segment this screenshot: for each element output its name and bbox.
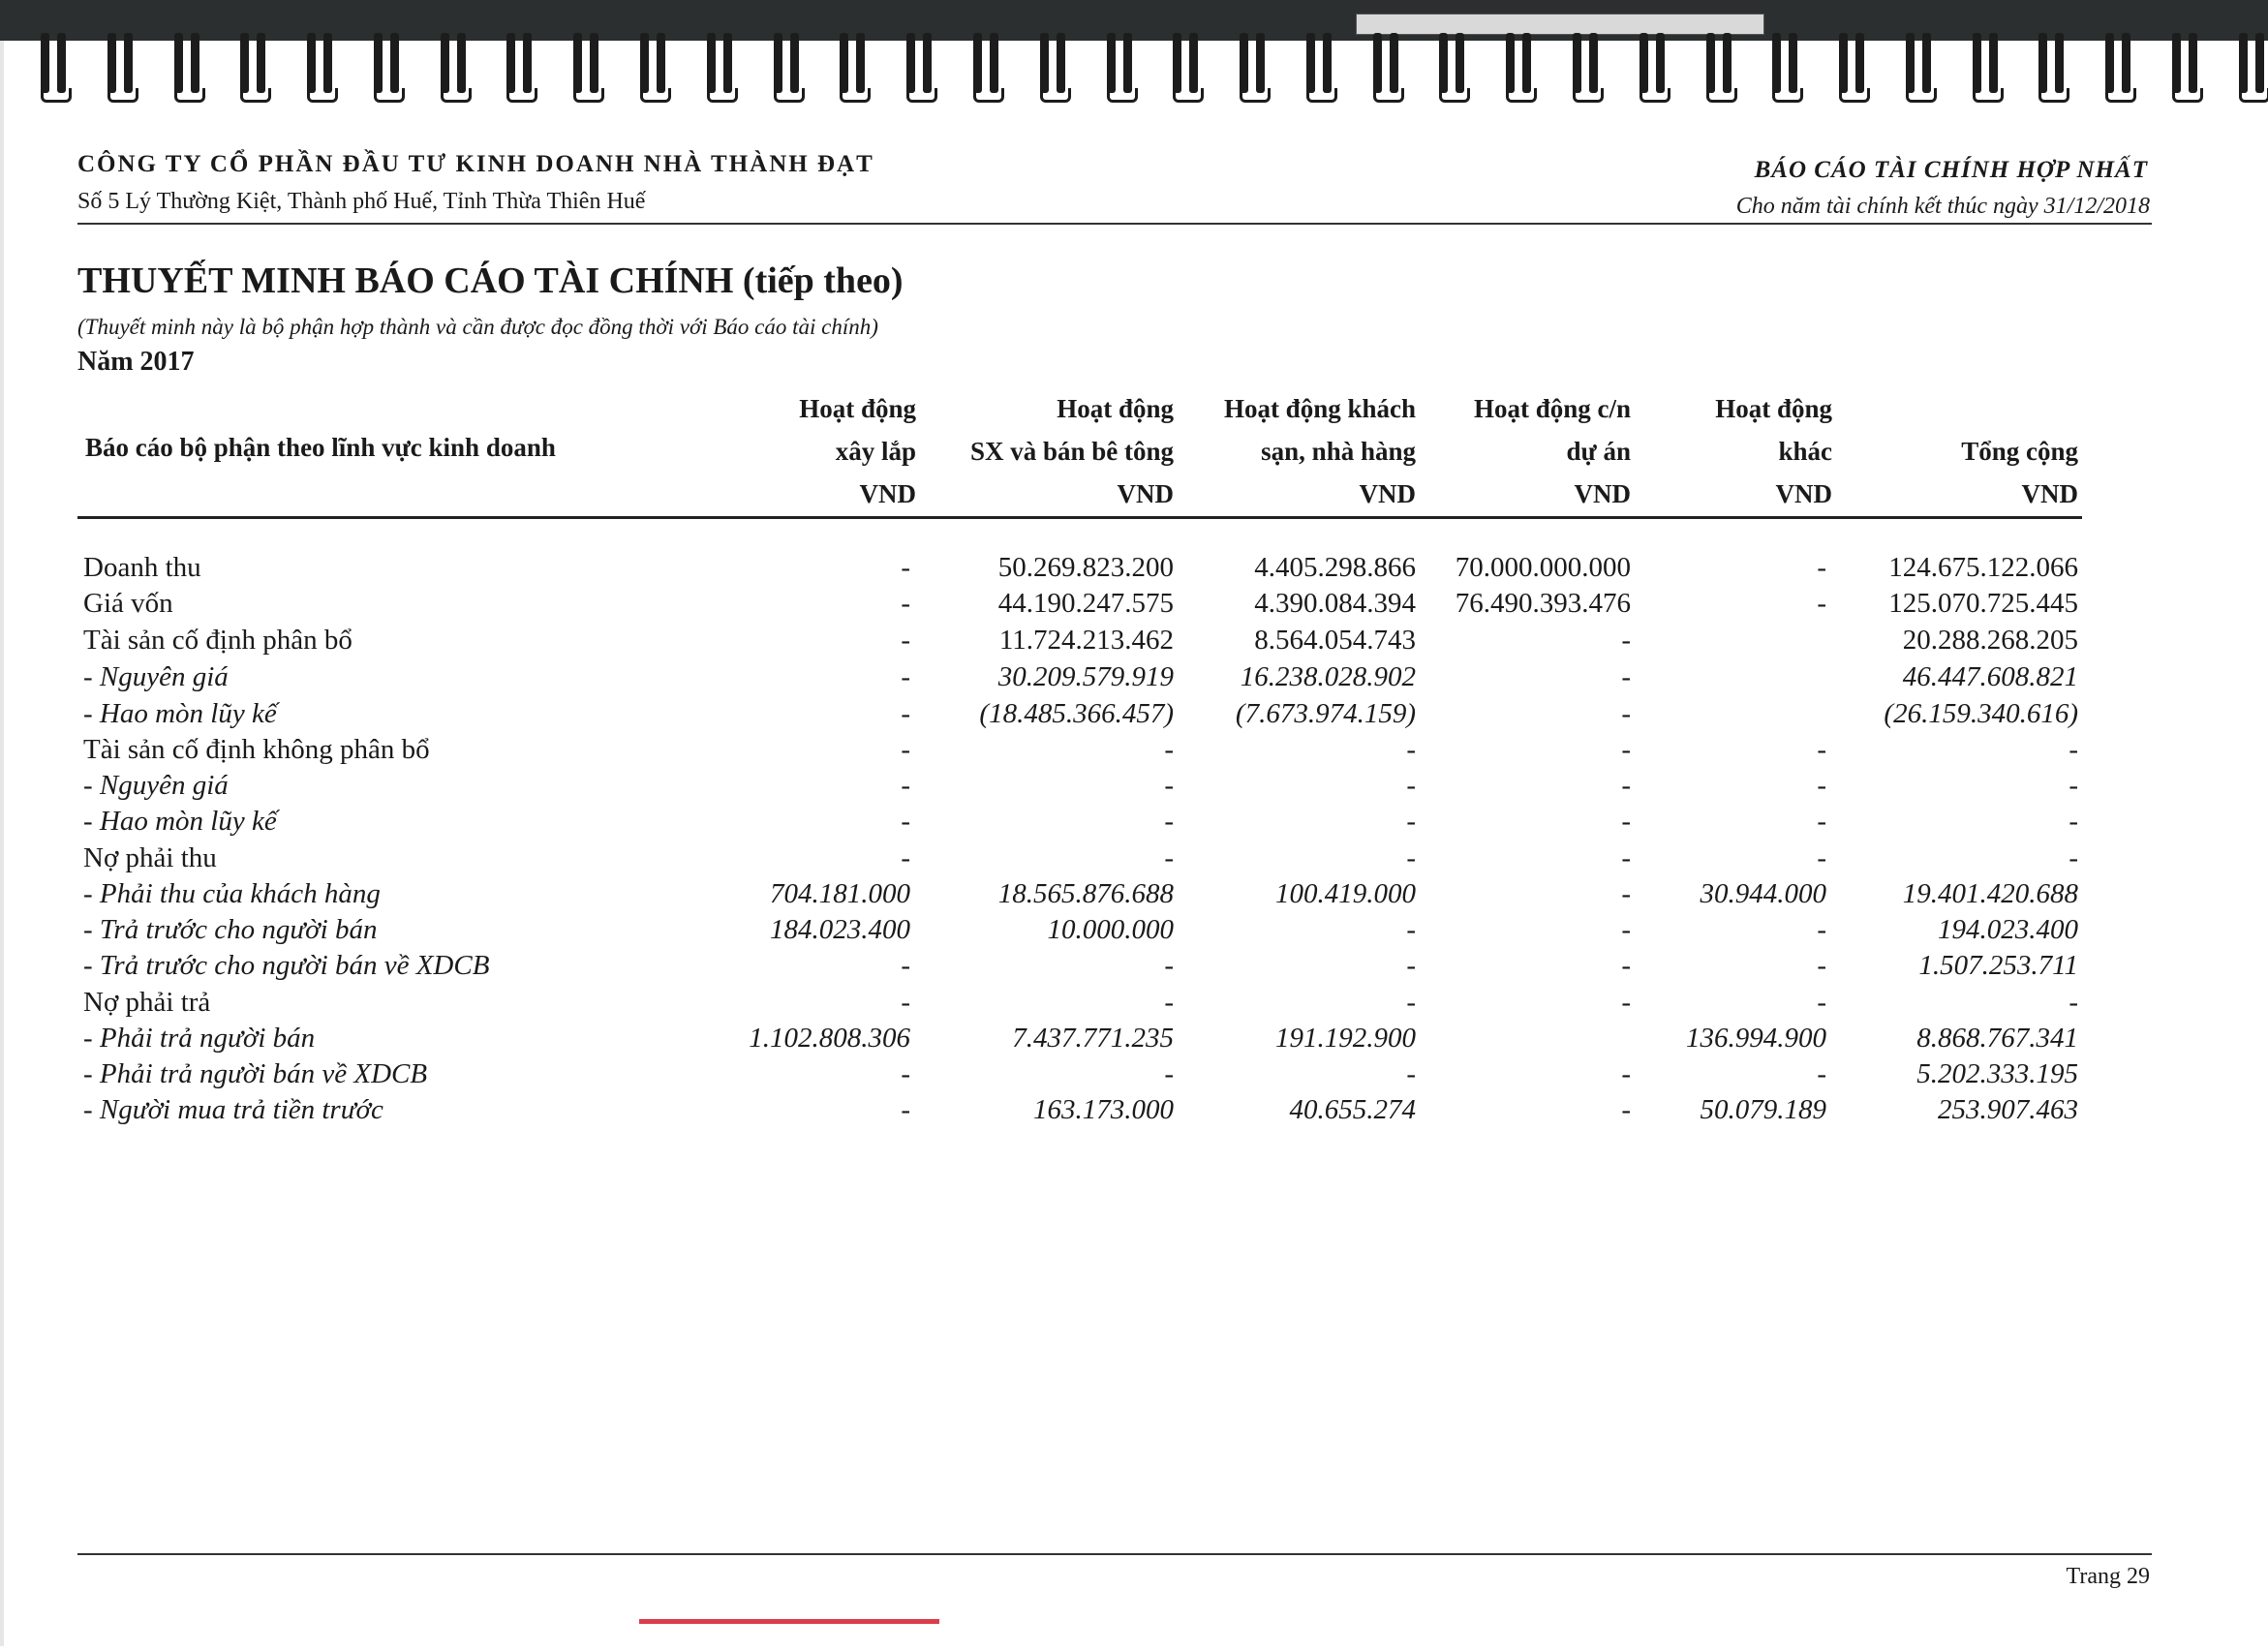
column-header-line2: sạn, nhà hàng xyxy=(1261,437,1416,466)
table-cell: - xyxy=(1817,950,1826,981)
company-address: Số 5 Lý Thường Kiệt, Thành phố Huế, Tỉnh Thừa Thiên Huế xyxy=(77,189,646,214)
table-cell: - xyxy=(1817,806,1826,837)
row-label: Tài sản cố định phân bổ xyxy=(83,625,352,656)
table-cell: (7.673.974.159) xyxy=(1235,698,1416,729)
page-subtitle: (Thuyết minh này là bộ phận hợp thành và cần được đọc đồng thời với Báo cáo tài chính) xyxy=(77,315,878,339)
table-row xyxy=(0,878,2268,915)
table-cell: - xyxy=(1406,1058,1416,1089)
table-cell: - xyxy=(2069,770,2078,801)
table-cell: 125.070.725.445 xyxy=(1888,588,2078,619)
red-stamp-fragment xyxy=(639,1619,939,1651)
table-cell: - xyxy=(901,625,910,656)
table-cell: - xyxy=(2069,987,2078,1018)
binding-ring xyxy=(1770,29,1799,105)
table-cell: - xyxy=(901,698,910,729)
table-cell: - xyxy=(1621,734,1631,765)
report-name: BÁO CÁO TÀI CHÍNH HỢP NHẤT xyxy=(1754,157,2148,183)
table-row xyxy=(0,770,2268,807)
table-cell: - xyxy=(1621,625,1631,656)
row-label: Giá vốn xyxy=(83,588,173,619)
binding-ring xyxy=(1437,29,1466,105)
binding-ring xyxy=(2170,29,2199,105)
table-cell: - xyxy=(1406,950,1416,981)
header-divider xyxy=(77,223,2152,225)
table-cell: 194.023.400 xyxy=(1938,914,2078,945)
table-row xyxy=(0,625,2268,661)
table-cell: 10.000.000 xyxy=(1047,914,1174,945)
binding-ring xyxy=(2103,29,2132,105)
table-cell: 8.564.054.743 xyxy=(1254,625,1416,656)
table-cell: 184.023.400 xyxy=(770,914,910,945)
binding-ring xyxy=(1571,29,1600,105)
row-label: - Nguyên giá xyxy=(83,770,229,801)
table-cell: - xyxy=(1164,950,1174,981)
column-header-line2: dự án xyxy=(1566,437,1631,466)
table-cell: - xyxy=(901,588,910,619)
binding-ring xyxy=(971,29,1000,105)
binding-ring xyxy=(39,29,68,105)
column-header-construction xyxy=(799,387,916,515)
row-label: - Hao mòn lũy kế xyxy=(83,698,277,729)
table-cell: - xyxy=(901,1058,910,1089)
table-row xyxy=(0,734,2268,771)
table-cell: 124.675.122.066 xyxy=(1888,552,2078,583)
column-header-project xyxy=(1474,387,1631,515)
binding-ring xyxy=(372,29,401,105)
table-row xyxy=(0,1094,2268,1131)
column-unit: VND xyxy=(1359,479,1416,508)
table-cell: 163.173.000 xyxy=(1033,1094,1174,1125)
row-label: - Phải trả người bán xyxy=(83,1023,316,1054)
table-cell: - xyxy=(901,987,910,1018)
table-cell: - xyxy=(1406,987,1416,1018)
table-cell: 50.269.823.200 xyxy=(997,552,1174,583)
binding-ring xyxy=(1105,29,1134,105)
binding-ring xyxy=(638,29,667,105)
table-cell: - xyxy=(1621,1094,1631,1125)
table-cell: - xyxy=(901,950,910,981)
table-cell: 4.390.084.394 xyxy=(1254,588,1416,619)
row-label: - Người mua trả tiền trước xyxy=(83,1094,383,1125)
table-cell: 8.868.767.341 xyxy=(1916,1023,2078,1054)
column-header-total xyxy=(1961,387,2078,515)
table-cell: (18.485.366.457) xyxy=(979,698,1174,729)
table-cell: 70.000.000.000 xyxy=(1455,552,1631,583)
table-cell: - xyxy=(1621,770,1631,801)
row-label: - Trả trước cho người bán về XDCB xyxy=(83,950,490,981)
table-cell: 4.405.298.866 xyxy=(1254,552,1416,583)
binding-ring xyxy=(1238,29,1267,105)
table-row xyxy=(0,1058,2268,1095)
table-cell: - xyxy=(1164,734,1174,765)
table-cell: - xyxy=(1817,552,1826,583)
table-row xyxy=(0,806,2268,842)
binding-ring xyxy=(904,29,934,105)
table-cell: 44.190.247.575 xyxy=(997,588,1174,619)
table-cell: - xyxy=(901,806,910,837)
column-header-line2: khác xyxy=(1778,437,1832,466)
table-cell: - xyxy=(1164,770,1174,801)
binding-ring xyxy=(2037,29,2066,105)
table-header-divider xyxy=(77,516,2082,519)
binding-ring xyxy=(2237,29,2266,105)
table-cell: - xyxy=(1621,950,1631,981)
table-cell: 30.944.000 xyxy=(1700,878,1826,909)
row-label: Doanh thu xyxy=(83,552,201,583)
table-cell: - xyxy=(1817,770,1826,801)
row-label: - Hao mòn lũy kế xyxy=(83,806,277,837)
table-cell: - xyxy=(1406,770,1416,801)
table-cell: - xyxy=(1621,661,1631,692)
column-header-hotel xyxy=(1224,387,1416,515)
table-cell: - xyxy=(1817,914,1826,945)
table-row xyxy=(0,914,2268,951)
row-label: Tài sản cố định không phân bổ xyxy=(83,734,430,765)
table-cell: 191.192.900 xyxy=(1275,1023,1416,1054)
table-cell: - xyxy=(2069,806,2078,837)
table-cell: 50.079.189 xyxy=(1700,1094,1826,1125)
table-cell: 20.288.268.205 xyxy=(1902,625,2078,656)
table-cell: 136.994.900 xyxy=(1686,1023,1826,1054)
column-unit: VND xyxy=(2021,479,2078,508)
column-header-other xyxy=(1715,387,1832,515)
column-header-line1 xyxy=(1961,387,2078,430)
table-row xyxy=(0,1023,2268,1059)
binding-ring xyxy=(1504,29,1533,105)
table-cell: - xyxy=(1621,987,1631,1018)
binding-ring xyxy=(838,29,867,105)
table-cell: - xyxy=(2069,842,2078,873)
column-header-line1: Hoạt động xyxy=(1057,394,1174,423)
binding-ring xyxy=(772,29,801,105)
table-cell: (26.159.340.616) xyxy=(1884,698,2078,729)
table-cell: 253.907.463 xyxy=(1938,1094,2078,1125)
table-cell: - xyxy=(901,842,910,873)
binding-ring xyxy=(1904,29,1933,105)
row-label: - Trả trước cho người bán xyxy=(83,914,378,945)
table-cell: - xyxy=(901,734,910,765)
table-cell: - xyxy=(901,661,910,692)
table-cell: - xyxy=(1406,914,1416,945)
column-unit: VND xyxy=(1574,479,1631,508)
table-cell: - xyxy=(1406,734,1416,765)
column-header-line2: xây lắp xyxy=(835,437,916,466)
table-cell: 11.724.213.462 xyxy=(998,625,1174,656)
table-row xyxy=(0,950,2268,987)
binding-ring xyxy=(305,29,334,105)
binding-ring xyxy=(238,29,267,105)
table-cell: - xyxy=(1621,842,1631,873)
table-row xyxy=(0,661,2268,698)
binding-ring xyxy=(1038,29,1067,105)
table-cell: 46.447.608.821 xyxy=(1902,661,2078,692)
binding-ring xyxy=(1837,29,1866,105)
binding-ring xyxy=(1371,29,1400,105)
column-header-line1: Hoạt động xyxy=(799,394,916,423)
table-cell: - xyxy=(1817,1058,1826,1089)
column-unit: VND xyxy=(859,479,916,508)
binding-ring xyxy=(439,29,468,105)
segment-report-label: Báo cáo bộ phận theo lĩnh vực kinh doanh xyxy=(85,433,556,462)
company-name: CÔNG TY CỔ PHẦN ĐẦU TƯ KINH DOANH NHÀ THÀNH ĐẠT xyxy=(77,151,874,177)
table-cell: 704.181.000 xyxy=(770,878,910,909)
row-label: Nợ phải trả xyxy=(83,987,211,1018)
column-unit: VND xyxy=(1775,479,1832,508)
row-label: Nợ phải thu xyxy=(83,842,217,873)
table-cell: - xyxy=(901,552,910,583)
table-cell: 76.490.393.476 xyxy=(1455,588,1631,619)
table-cell: - xyxy=(1621,806,1631,837)
table-row xyxy=(0,588,2268,625)
report-year: Năm 2017 xyxy=(77,347,195,377)
table-cell: 16.238.028.902 xyxy=(1240,661,1416,692)
binding-ring xyxy=(571,29,600,105)
table-cell: - xyxy=(1406,806,1416,837)
table-cell: - xyxy=(1817,734,1826,765)
binding-ring xyxy=(705,29,734,105)
table-cell: 7.437.771.235 xyxy=(1012,1023,1174,1054)
column-header-line2: SX và bán bê tông xyxy=(969,437,1174,466)
report-period: Cho năm tài chính kết thúc ngày 31/12/2018 xyxy=(1735,194,2150,219)
column-header-line1: Hoạt động c/n xyxy=(1473,394,1631,423)
binding-ring xyxy=(1171,29,1200,105)
table-cell: - xyxy=(1164,987,1174,1018)
footer-divider xyxy=(77,1553,2152,1555)
column-header-line1: Hoạt động khách xyxy=(1223,394,1416,423)
table-cell: - xyxy=(1164,1058,1174,1089)
row-label: - Nguyên giá xyxy=(83,661,229,692)
table-cell: - xyxy=(2069,734,2078,765)
table-row xyxy=(0,698,2268,735)
table-cell: - xyxy=(1164,806,1174,837)
table-cell: 1.102.808.306 xyxy=(749,1023,910,1054)
binding-ring xyxy=(172,29,201,105)
column-header-line1: Hoạt động xyxy=(1715,394,1832,423)
table-cell: 100.419.000 xyxy=(1275,878,1416,909)
table-row xyxy=(0,552,2268,589)
column-header-line2: Tổng cộng xyxy=(1961,437,2078,466)
row-label: - Phải trả người bán về XDCB xyxy=(83,1058,428,1089)
table-cell: - xyxy=(1621,1058,1631,1089)
table-row xyxy=(0,987,2268,1024)
spiral-binding xyxy=(39,29,2266,116)
binding-ring xyxy=(1304,29,1333,105)
table-cell: - xyxy=(1621,914,1631,945)
binding-ring xyxy=(505,29,534,105)
table-cell: - xyxy=(901,1094,910,1125)
table-cell: 30.209.579.919 xyxy=(997,661,1174,692)
binding-ring xyxy=(1704,29,1733,105)
table-row xyxy=(0,842,2268,879)
binding-ring xyxy=(1971,29,2000,105)
binding-ring xyxy=(106,29,135,105)
row-label: - Phải thu của khách hàng xyxy=(83,878,381,909)
table-cell: 40.655.274 xyxy=(1289,1094,1416,1125)
column-unit: VND xyxy=(1117,479,1174,508)
table-cell: - xyxy=(1817,588,1826,619)
column-header-concrete xyxy=(970,387,1174,515)
table-cell: - xyxy=(901,770,910,801)
table-cell: - xyxy=(1817,987,1826,1018)
table-cell: 1.507.253.711 xyxy=(1918,950,2078,981)
table-cell: - xyxy=(1164,842,1174,873)
page-number: Trang 29 xyxy=(2066,1564,2150,1589)
page-title: THUYẾT MINH BÁO CÁO TÀI CHÍNH (tiếp theo) xyxy=(77,260,904,301)
table-cell: - xyxy=(1621,878,1631,909)
table-cell: 18.565.876.688 xyxy=(997,878,1174,909)
table-cell: 19.401.420.688 xyxy=(1902,878,2078,909)
binding-ring xyxy=(1638,29,1667,105)
table-cell: - xyxy=(1621,698,1631,729)
table-cell: - xyxy=(1406,842,1416,873)
table-cell: 5.202.333.195 xyxy=(1916,1058,2078,1089)
table-cell: - xyxy=(1817,842,1826,873)
